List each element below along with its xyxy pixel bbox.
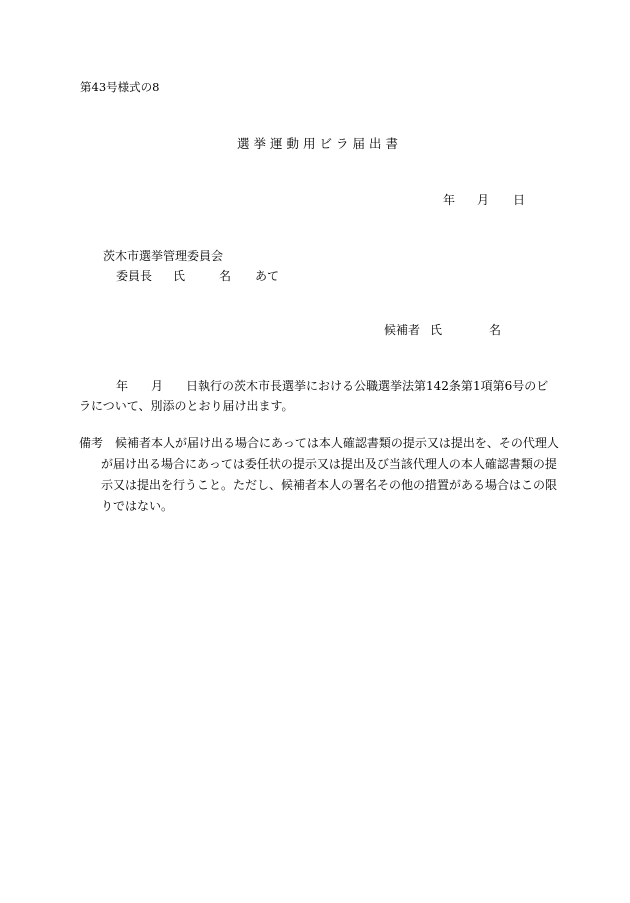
body-text: 日執行の茨木市長選挙における公職選挙法第142条第1項第6号のビラについて、別添のとおり届け出ます。 bbox=[79, 379, 549, 413]
date-day-label: 日 bbox=[513, 193, 526, 207]
document-title: 選挙運動用ビラ届出書 bbox=[237, 136, 403, 151]
form-number: 第43号様式の8 bbox=[80, 80, 160, 94]
candidate-name-label-shi: 氏 bbox=[430, 323, 443, 337]
date-month-label: 月 bbox=[477, 193, 490, 207]
addressee-suffix: あて bbox=[255, 269, 280, 283]
addressee-organization: 茨木市選挙管理委員会 bbox=[103, 249, 224, 263]
candidate-name-label-mei: 名 bbox=[489, 323, 502, 337]
addressee-name-label-shi: 氏 bbox=[173, 269, 186, 283]
addressee-title: 委員長 bbox=[116, 269, 153, 283]
body-paragraph bbox=[79, 376, 559, 416]
note-label: 備考 bbox=[79, 436, 104, 450]
body-year-label: 年 bbox=[116, 379, 129, 393]
note-text: 候補者本人が届け出る場合にあっては本人確認書類の提示又は提出を、その代理人が届け出る場合にあっては委任状の提示又は提出及び当該代理人の本人確認書類の提示又は提出を行うこと。ただし、候補者本人の署名その他の措置がある場合はこの限りではない。 bbox=[101, 436, 559, 513]
candidate-label: 候補者 bbox=[384, 323, 421, 337]
date-year-label: 年 bbox=[443, 193, 456, 207]
addressee-name-label-mei: 名 bbox=[219, 269, 232, 283]
body-month-label: 月 bbox=[151, 379, 164, 393]
